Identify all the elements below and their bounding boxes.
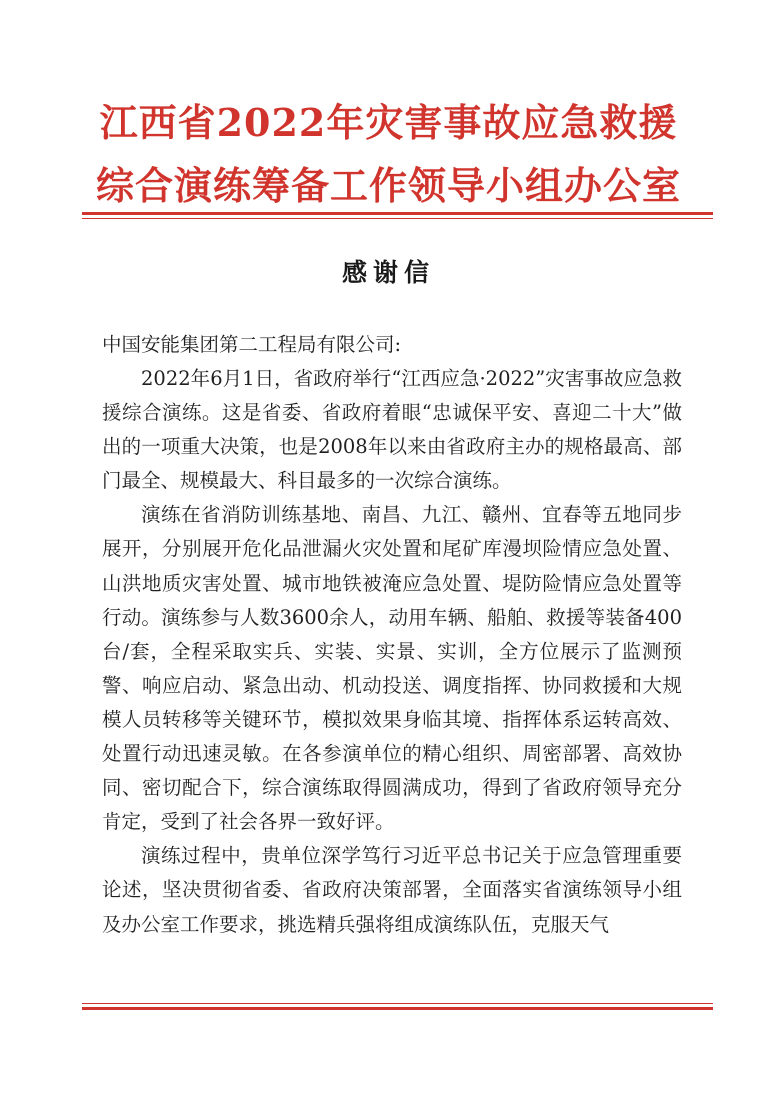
salutation: 中国安能集团第二工程局有限公司: <box>102 333 402 356</box>
paragraph-3: 演练过程中，贵单位深学笃行习近平总书记关于应急管理重要论述，坚决贯彻省委、省政府决策部署，全面落实省演练领导小组及办公室工作要求，挑选精兵强将组成演练队伍，克服天气 <box>102 844 682 936</box>
org-title-line2: 综合演练筹备工作领导小组办公室 <box>95 163 681 208</box>
footer-divider-thick <box>82 1007 713 1010</box>
paragraph-2: 演练在省消防训练基地、南昌、九江、赣州、宜春等五地同步展开，分别展开危化品泄漏火灾处置和尾矿库漫坝险情应急处置、山洪地质灾害处置、城市地铁被淹应急处置、堤防险情应急处置等行动。演练参与人数3600余人，动用车辆、船舶、救援等装备400台/套，全程采取实兵、实装、实景、实训，全方位展示了监测预警、响应启动、紧急出动、机动投送、调度指挥、协同救援和大规模人员转移等关键环节，模拟效果身临其境、指挥体系运转高效、处置行动迅速灵敏。在各参演单位的精心组织、周密部署、高效协同、密切配合下，综合演练取得圆满成功，得到了省政府领导充分肯定，受到了社会各界一致好评。 <box>102 503 682 834</box>
document-heading: 感谢信 <box>341 258 435 287</box>
header-divider-thin <box>82 218 713 219</box>
paragraph-1: 2022年6月1日，省政府举行“江西应急·2022”灾害事故应急救援综合演练。这是省委、省政府着眼“忠诚保平安、喜迎二十大”做出的一项重大决策，也是2008年以来由省政府主办的规格最高、部门最全、规模最大、科目最多的一次综合演练。 <box>102 367 682 493</box>
org-title-line1: 江西省2022年灾害事故应急救援 <box>99 100 678 145</box>
header-divider-thick <box>82 212 713 215</box>
footer-divider-thin <box>82 1003 713 1004</box>
letter-body <box>102 362 682 942</box>
